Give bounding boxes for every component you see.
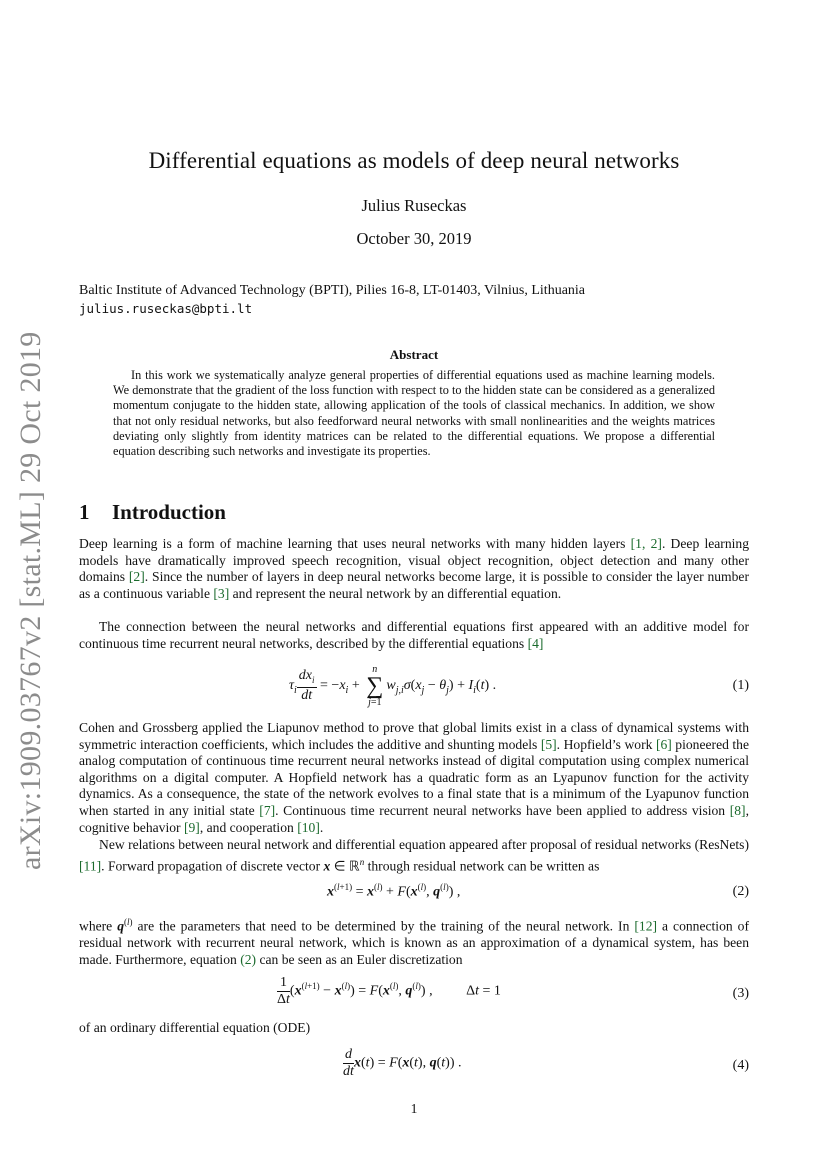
citation-link[interactable]: [8] [729,802,746,818]
text-run: New relations between neural network and differential equation appeared after proposal of residual networks (ResNets) [99,837,749,852]
equation-number: (3) [732,986,749,1001]
intro-paragraph-2 [79,619,749,652]
citation-link[interactable]: [4] [527,635,544,651]
abstract-text: In this work we systematically analyze general properties of differential equations used as machine learning models. We demonstrate that the gradient of the loss function with respect to to the hidden state can be considered as a generalized momentum conjugate to the hidden state, allowing application of the tools of classical mechanics. In addition, we show that not only residual networks, but also feedforward neural networks with small nonlinearities and the weights matrices deviating only slightly from identity matrices can be related to the differential equations. We propose a differential equation describing such networks and investigate its properties. [113,368,715,459]
text-run: The connection between the neural networks and differential equations first appeared with an additive model for continuous time recurrent neural networks, described by the differential equations [79,619,749,651]
citation-link[interactable]: [6] [655,736,672,752]
equation-1 [79,664,749,710]
text-run: where [79,918,118,934]
text-run: . Continuous time recurrent neural networks have been applied to address vision [275,802,730,818]
equation-number: (1) [732,678,749,693]
section-heading [79,500,226,525]
text-run: Cohen and Grossberg applied the Liapunov method to prove that global limits exist in a class of dynamical systems with symmetric interaction coefficients, which includes the additive and shunting models [79,720,749,752]
text-run: through residual network can be written as [364,858,600,874]
text-run: . Deep learning models have dramatically improved speech recognition, visual object recognition, object detection and many other domains [79,536,750,585]
page-number: 1 [410,1101,418,1116]
equation-2-body: $x^{(l+1)} = x^{(l)} + F(x^{(l)}$, $q^{(l)}$) , [327,882,461,900]
text-run: . [319,819,324,835]
intro-paragraph-5: where $q^{(l)}$ are the parameters that need to be determined by the training of the neural network. In [12] a connection of residual network with recurrent neural network, which is known as an approximation of a dynamical system, has been made. Furthermore, equation (2) can be seen as an Euler discretization [79,917,749,967]
text-run: are the parameters that need to be determined by the training of the neural network. In [132,918,635,934]
text-run: . Hopfield’s work [556,736,656,752]
equation-3-body: $\frac{1}{\Delta t}$ $(x^{(l+1)} - x^{(l)}) = F(x^{(l)}$, $q^{(l)}$) , Δt = 1 [277,975,501,1007]
affiliation: Baltic Institute of Advanced Technology (BPTI), Pilies 16-8, LT-01403, Vilnius, Lithuania [79,283,586,298]
equation-number: (4) [732,1058,749,1073]
author-email[interactable]: julius.ruseckas@bpti.lt [79,301,253,316]
paper-title: Differential equations as models of deep neural networks [148,148,680,173]
citation-link[interactable]: [5] [540,736,557,752]
equation-1-body: $\tau_i$ $\frac{dx_i}{dt}$ = $-x_i + n$ ∑ $j=1w_{j,i}\sigma(x_j - \theta_j) + I_i(t)$ . [289,664,497,708]
author-name: Julius Ruseckas [361,196,467,215]
text-run: , and cooperation [199,819,298,835]
equation-reference-link[interactable]: (2) [240,951,257,967]
citation-link[interactable]: [7] [259,802,276,818]
citation-link[interactable]: [10] [297,819,320,835]
equation-3 [79,975,749,1015]
paper-date: October 30, 2019 [356,229,472,248]
intro-paragraph-4: New relations between neural network and differential equation appeared after proposal of residual networks (ResNets) [11]. Forward propagation of discrete vector x ∈ ℝ$^n$ through residual network can be written as [79,837,749,874]
abstract-heading: Abstract [389,347,439,362]
intro-paragraph-1 [79,536,749,602]
text-run: and represent the neural network by an differential equation. [229,585,562,601]
text-run: . Forward propagation of discrete vector [101,858,324,874]
equation-4 [79,1047,749,1087]
text-run: Deep learning is a form of machine learning that uses neural networks with many hidden layers [79,536,631,551]
text-run: , cognitive behavior [79,802,749,835]
arxiv-stamp: arXiv:1909.03767v2 [stat.ML] 29 Oct 2019 [14,331,47,870]
section-number: 1 [79,500,90,524]
citation-link[interactable]: [12] [634,918,658,934]
text-run: can be seen as an Euler discretization [256,951,463,967]
citation-link[interactable]: [11] [79,858,102,874]
citation-link[interactable]: 2] [650,536,662,551]
intro-paragraph-6: of an ordinary differential equation (ODE) [79,1020,311,1035]
equation-4-body: $\frac{d}{dt}$ x(t) = F(x(t), q(t)) . [343,1047,462,1079]
intro-paragraph-3 [79,720,749,836]
text-run: . Since the number of layers in deep neural networks become large, it is possible to consider the layer number as a continuous variable [79,569,749,601]
text-run: a connection of residual network with recurrent neural network, which is known as an approximation of a dynamical system, has been made. Furthermore, equation [79,918,749,967]
citation-link[interactable]: [9] [183,819,200,835]
citation-link[interactable]: [1, [630,536,646,551]
section-title: Introduction [112,500,226,524]
equation-number: (2) [732,884,749,899]
citation-link[interactable]: [2] [128,569,145,585]
text-run: pioneered the analog computation of continuous time recurrent neural networks instead of digital computation using complex numerical algorithms on a digital computer. A Hopfield network has a quadratic form as an Lyapunov function for the activity dynamics. As a consequence, the state of the network evolves to a final state that is a minimum of the Lyapunov function when started in any initial state [79,736,750,818]
citation-link[interactable]: [3] [213,585,230,601]
equation-2 [79,882,749,906]
affiliation-block [79,282,585,318]
